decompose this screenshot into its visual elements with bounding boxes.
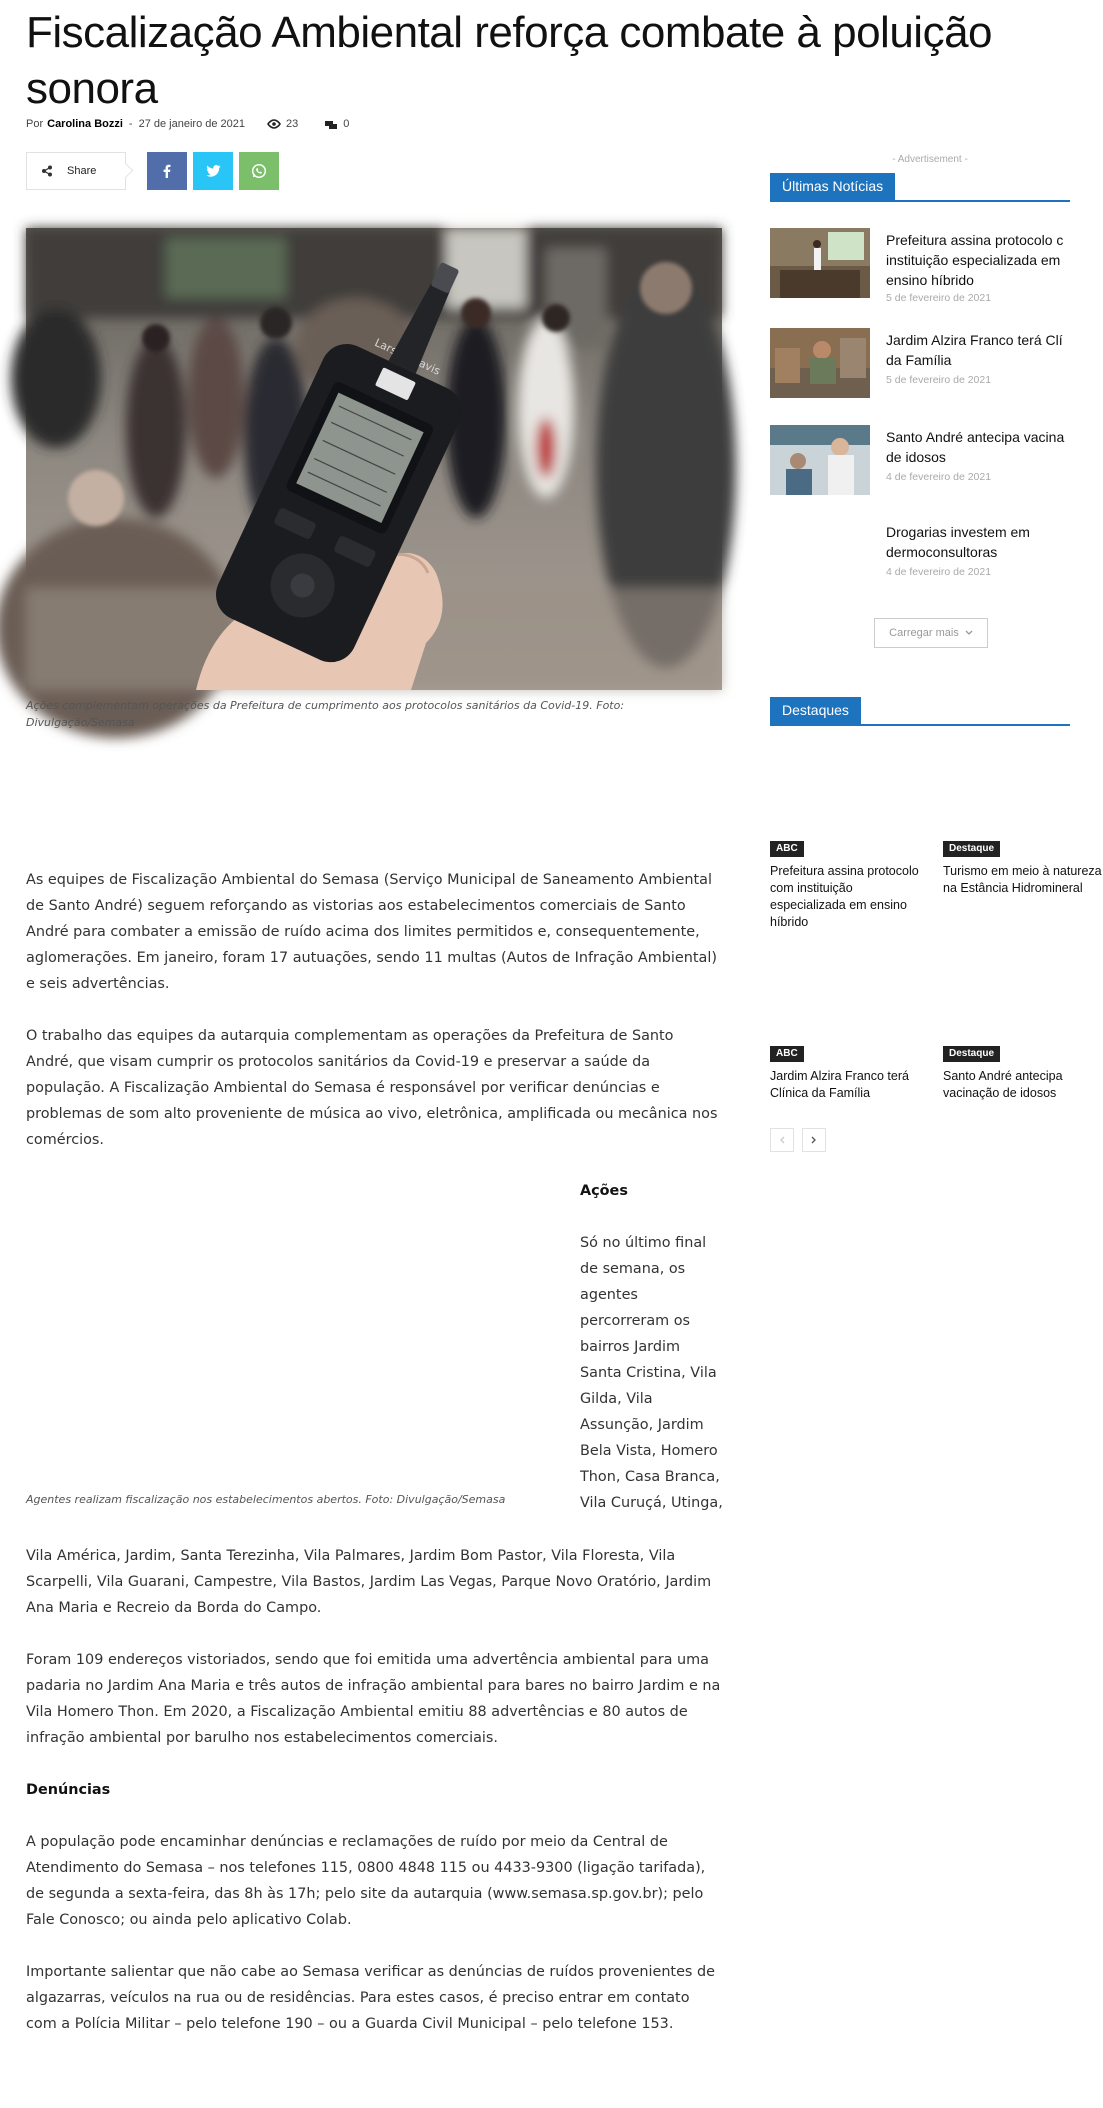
latest-news-header <box>770 173 1070 202</box>
article-title: Fiscalização Ambiental reforça combate à poluição sonora <box>26 8 993 113</box>
meter-brand-label: Larson Davis <box>372 336 443 378</box>
facebook-share-button[interactable] <box>147 152 187 190</box>
paragraph-3: Foram 109 endereços vistoriados, sendo que foi emitida uma advertência ambiental para uma padaria no Jardim Ana Maria e três autos de infração ambiental para bares no bairro Jardim e na Vila Homero Thon. Em 2020, a Fiscalização Ambiental emitiu 88 advertências e 80 autos de infração ambiental por barulho nos estabelecimentos comerciais. <box>26 1652 721 1746</box>
highlights-title: Destaques <box>770 697 861 724</box>
share-label: Share <box>67 165 97 177</box>
latest-news-item[interactable] <box>770 520 1070 592</box>
share-icon <box>41 165 53 177</box>
twitter-icon <box>206 165 221 177</box>
publish-date: 27 de janeiro de 2021 <box>138 118 246 130</box>
highlight-title[interactable]: Santo André antecipa vacinação de idosos <box>943 1069 1063 1100</box>
highlight-card[interactable] <box>943 1043 1103 1102</box>
comments-count[interactable] <box>324 118 349 130</box>
news-thumbnail[interactable] <box>770 228 870 298</box>
highlight-card[interactable] <box>770 838 930 931</box>
chevron-left-icon <box>779 1136 785 1144</box>
highlight-title[interactable]: Prefeitura assina protocolo com instituição especializada em ensino híbrido <box>770 864 919 929</box>
news-thumbnail[interactable] <box>770 328 870 398</box>
hero-image-sound-meter <box>26 228 722 690</box>
whatsapp-share-button[interactable] <box>239 152 279 190</box>
highlights-header <box>770 697 1070 726</box>
eye-icon <box>267 119 281 129</box>
latest-news-item[interactable] <box>770 328 1070 400</box>
latest-news-item[interactable] <box>770 228 1070 304</box>
views-value: 23 <box>286 118 299 130</box>
acoes-paragraph: Só no último final de semana, os agentes percorreram os bairros Jardim Santa Cristina, Vila Gilda, Vila Assunção, Jardim Bela Vista, Homero Thon, Casa Branca, Vila Curuçá, Utinga, <box>580 1235 723 1511</box>
news-title[interactable]: Jardim Alzira Franco terá Clí da Família <box>886 332 1063 368</box>
second-image-caption: Agentes realizam fiscalização nos estabelecimentos abertos. Foto: Divulgação/Semasa <box>26 1493 506 1506</box>
news-date: 4 de fevereiro de 2021 <box>886 471 992 483</box>
advertisement-label: - Advertisement - <box>892 154 968 165</box>
next-page-button[interactable] <box>802 1128 826 1152</box>
latest-news-item[interactable] <box>770 425 1070 497</box>
facebook-icon <box>163 164 171 178</box>
highlight-title[interactable]: Jardim Alzira Franco terá Clínica da Família <box>770 1069 909 1100</box>
news-title[interactable]: Prefeitura assina protocolo c instituição especializada em ensino híbrido <box>886 232 1064 288</box>
acoes-continued: Vila América, Jardim, Santa Terezinha, Vila Palmares, Jardim Bom Pastor, Vila Floresta, Vila Scarpelli, Vila Guarani, Campestre, Vila Bastos, Jardim Las Vegas, Parque Novo Oratório, Jardim Ana Maria e Recreio da Borda do Campo. <box>26 1548 712 1616</box>
news-date: 4 de fevereiro de 2021 <box>886 566 992 578</box>
article-meta <box>26 118 349 130</box>
news-thumbnail[interactable] <box>770 425 870 495</box>
comments-icon <box>324 119 338 129</box>
load-more-button[interactable]: Carregar mais <box>874 618 988 648</box>
category-tag[interactable]: Destaque <box>943 841 1000 857</box>
chevron-right-icon <box>811 1136 817 1144</box>
news-date: 5 de fevereiro de 2021 <box>886 374 992 386</box>
meta-separator: - <box>128 118 133 130</box>
views-count <box>267 118 298 130</box>
latest-news-title: Últimas Notícias <box>770 173 895 200</box>
paragraph-4: A população pode encaminhar denúncias e reclamações de ruído por meio da Central de Atendimento do Semasa – nos telefones 115, 0800 4848 115 ou 4433-9300 (ligação tarifada), de segunda a sexta-feira, das 8h às 17h; pelo site da autarquia (www.semasa.sp.gov.br); pelo Fale Conosco; ou ainda pelo aplicativo Colab. <box>26 1834 706 1928</box>
prev-page-button[interactable] <box>770 1128 794 1152</box>
category-tag[interactable]: ABC <box>770 1046 804 1062</box>
acoes-heading: Ações <box>580 1183 628 1199</box>
category-tag[interactable]: Destaque <box>943 1046 1000 1062</box>
author-link[interactable]: Carolina Bozzi <box>47 118 123 130</box>
by-label: Por <box>26 118 44 130</box>
category-tag[interactable]: ABC <box>770 841 804 857</box>
paragraph-2: O trabalho das equipes da autarquia complementam as operações da Prefeitura de Santo André, que visam cumprir os protocolos sanitários da Covid-19 e preservar a saúde da população. A Fiscalização Ambiental do Semasa é responsável por verificar denúncias e problemas de som alto proveniente de música ao vivo, eletrônica, amplificada ou mecânica nos comércios. <box>26 1028 718 1148</box>
paragraph-5: Importante salientar que não cabe ao Semasa verificar as denúncias de ruídos provenientes de algazarras, veículos na rua ou de residências. Para estes casos, é preciso entrar em contato com a Polícia Militar – pelo telefone 190 – ou a Guarda Civil Municipal – pelo telefone 153. <box>26 1964 715 2032</box>
highlight-title[interactable]: Turismo em meio à natureza na Estância Hidromineral <box>943 864 1102 895</box>
highlight-card[interactable] <box>943 838 1103 897</box>
twitter-share-button[interactable] <box>193 152 233 190</box>
comments-value: 0 <box>343 118 350 130</box>
paragraph-1: As equipes de Fiscalização Ambiental do Semasa (Serviço Municipal de Saneamento Ambiental de Santo André) seguem reforçando as vistorias aos estabelecimentos comerciais de Santo André para combater a emissão de ruído acima dos limites permitidos e, consequentemente, aglomerações. Em janeiro, foram 17 autuações, sendo 11 multas (Autos de Infração Ambiental) e seis advertências. <box>26 872 717 992</box>
denuncias-heading: Denúncias <box>26 1782 111 1798</box>
news-title[interactable]: Drogarias investem em dermoconsultoras <box>886 524 1030 560</box>
news-date: 5 de fevereiro de 2021 <box>886 292 992 304</box>
chevron-down-icon <box>965 630 973 636</box>
news-title[interactable]: Santo André antecipa vacina de idosos <box>886 429 1065 465</box>
share-box <box>26 152 126 190</box>
hero-caption: Ações complementam operações da Prefeitura de cumprimento aos protocolos sanitários da Covid-19. Foto: Divulgação/Semasa <box>26 699 625 729</box>
whatsapp-icon <box>251 163 267 179</box>
highlight-card[interactable] <box>770 1043 930 1102</box>
